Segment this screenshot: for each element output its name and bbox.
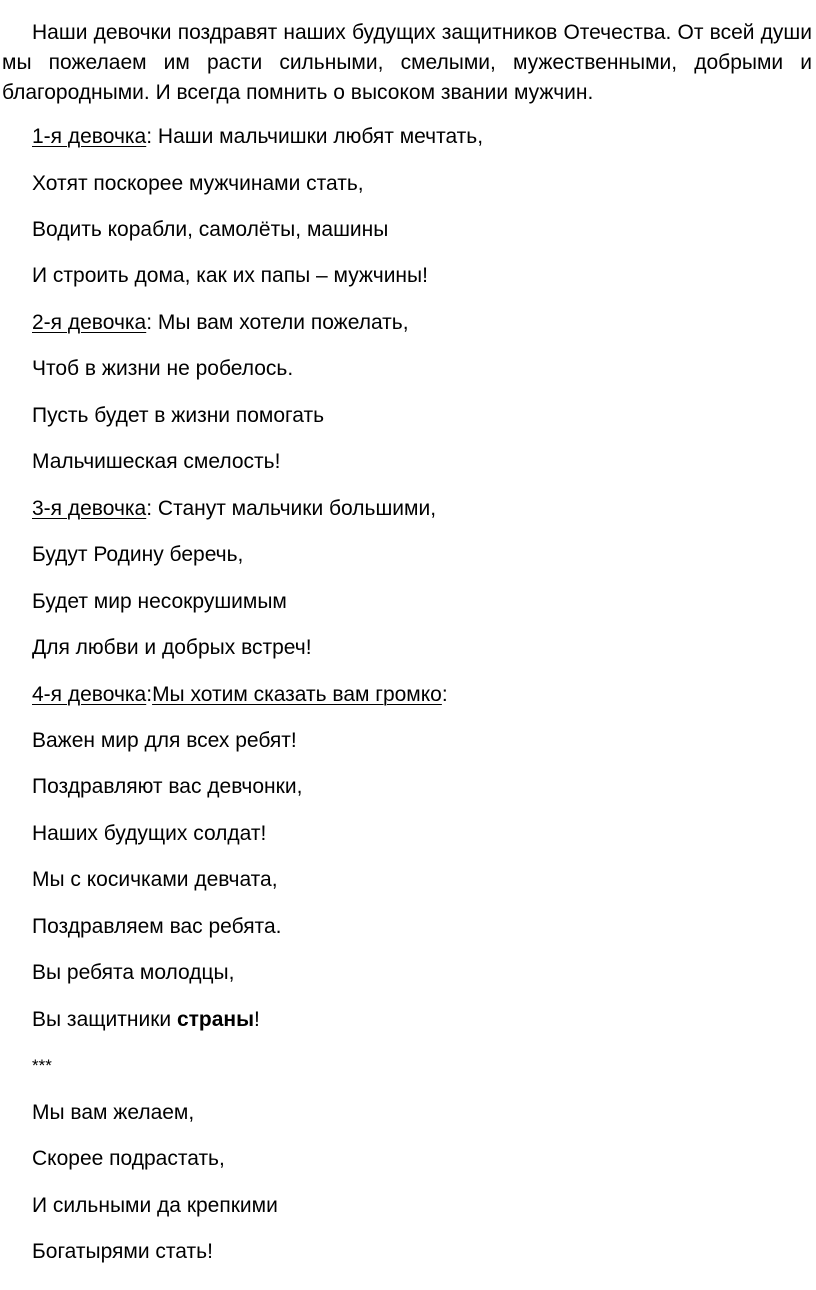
girl4-line-3: Поздравляют вас девчонки, (32, 775, 303, 798)
final-line-4: Богатырями стать! (32, 1240, 213, 1263)
girl3-line-2: Будут Родину беречь, (32, 543, 244, 566)
girl2-first-line (32, 310, 409, 336)
girl1-first-line (32, 124, 483, 150)
girl4-line-6: Поздравляем вас ребята. (32, 915, 282, 938)
final-line-1: Мы вам желаем, (32, 1101, 195, 1124)
girl3-line-4: Для любви и добрых встреч! (32, 636, 312, 659)
girl2-line-4: Мальчишеская смелость! (32, 450, 281, 473)
girl1-line-3: Водить корабли, самолёты, машины (32, 218, 389, 241)
girl4-line-7: Вы ребята молодцы, (32, 961, 235, 984)
girl4-line-5: Мы с косичками девчата, (32, 868, 278, 891)
girl4-line-8-end: ! (254, 1008, 260, 1031)
girl1-line-1: Наши мальчишки любят мечтать, (152, 125, 484, 148)
girl4-line-1-end: : (441, 683, 448, 706)
girl4-line-8-start: Вы защитники (32, 1008, 177, 1031)
girl2-line-1: Мы вам хотели пожелать, (152, 311, 409, 334)
girl2-line-2: Чтоб в жизни не робелось. (32, 357, 294, 380)
girl3-speaker: 3-я девочка (32, 497, 147, 520)
intro-paragraph: Наши девочки поздравят наших будущих защитников Отечества. От всей души мы пожелаем им расти сильными, смелыми, мужественными, добрыми и благородными. И всегда помнить о высоком звании мужчин. (2, 21, 812, 104)
stanza-separator: *** (32, 1056, 52, 1075)
girl4-colon: : (146, 683, 153, 706)
girl1-colon: : (146, 125, 153, 148)
girl4-speaker: 4-я девочка (32, 683, 147, 706)
girl1-speaker: 1-я девочка (32, 125, 147, 148)
girl3-colon: : (146, 497, 153, 520)
final-line-2: Скорее подрастать, (32, 1147, 225, 1170)
girl4-line-1: Мы хотим сказать вам громко (152, 683, 442, 706)
girl1-line-4: И строить дома, как их папы – мужчины! (32, 264, 428, 287)
girl3-first-line (32, 496, 436, 522)
girl4-first-line (32, 682, 448, 708)
final-line-3: И сильными да крепкими (32, 1194, 278, 1217)
girl2-speaker: 2-я девочка (32, 311, 147, 334)
girl4-line-8 (32, 1007, 260, 1033)
girl4-line-8-bold: страны (176, 1008, 255, 1031)
girl3-line-3: Будет мир несокрушимым (32, 590, 287, 613)
girl2-colon: : (146, 311, 153, 334)
girl4-line-4: Наших будущих солдат! (32, 822, 267, 845)
girl4-line-2: Важен мир для всех ребят! (32, 729, 297, 752)
girl1-line-2: Хотят поскорее мужчинами стать, (32, 172, 364, 195)
girl2-line-3: Пусть будет в жизни помогать (32, 404, 325, 427)
girl3-line-1: Станут мальчики большими, (152, 497, 437, 520)
